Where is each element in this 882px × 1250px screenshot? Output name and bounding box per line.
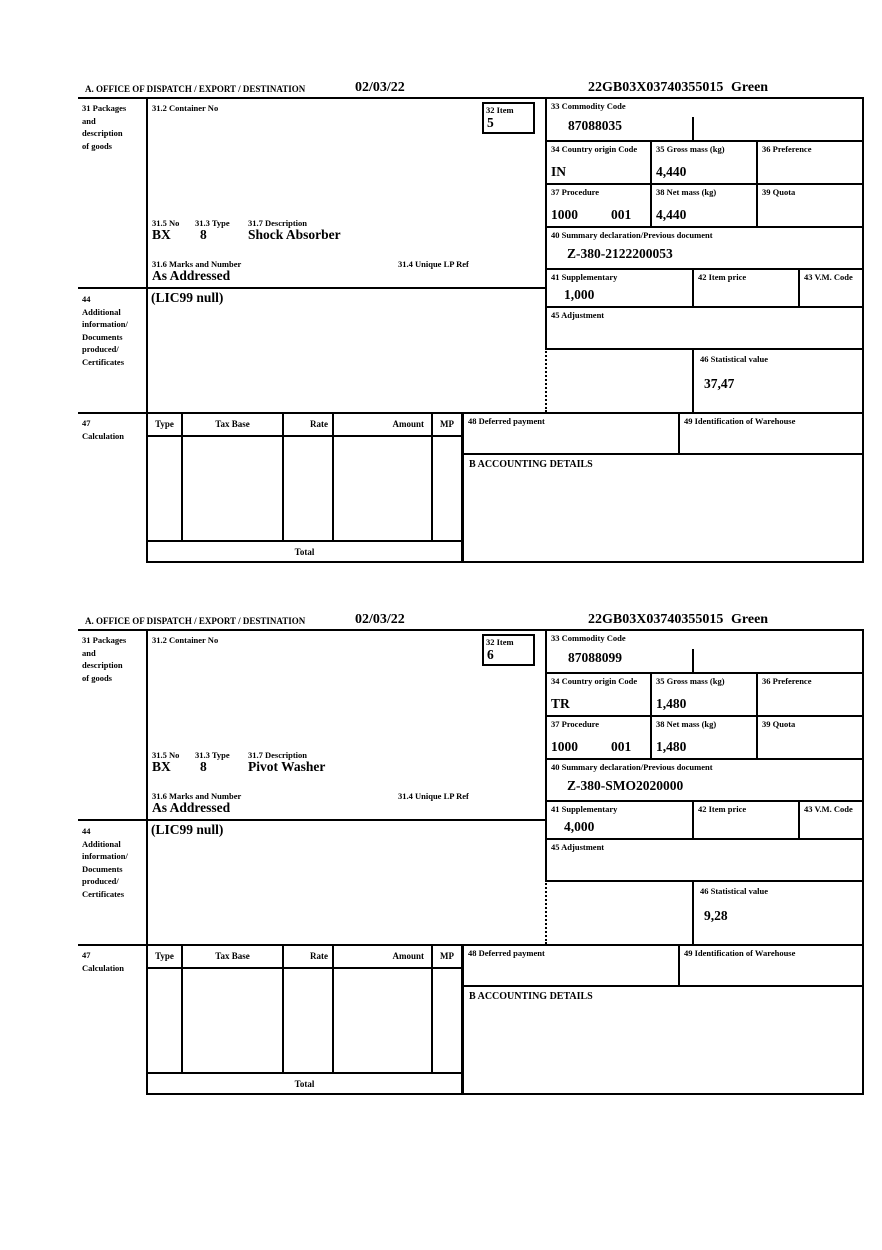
net-mass-value: 4,440 [656, 207, 687, 222]
item-price-label: 42 Item price [698, 272, 747, 282]
marks-label: 31.6 Marks and Number [152, 259, 242, 269]
summary-declaration-box [545, 758, 864, 802]
procedure-value-2: 001 [611, 207, 632, 222]
declaration-item-block [78, 612, 866, 1097]
calc-cell-mp [431, 435, 463, 542]
country-origin-box [545, 672, 652, 717]
accounting-details-label: B ACCOUNTING DETAILS [469, 459, 593, 470]
deferred-payment-box [462, 412, 680, 455]
quota-label: 39 Quota [762, 719, 796, 729]
quota-label: 39 Quota [762, 187, 796, 197]
box44-top-border [78, 287, 547, 289]
item-price-box [692, 268, 800, 308]
box31-label: 31 Packages and description of goods [82, 103, 127, 151]
procedure-value-2: 001 [611, 739, 632, 754]
declaration-date: 02/03/22 [355, 80, 405, 95]
net-mass-label: 38 Net mass (kg) [656, 719, 717, 729]
quota-box [756, 183, 864, 228]
calc-cell-type [146, 967, 183, 1074]
deferred-payment-label: 48 Deferred payment [468, 416, 545, 426]
net-mass-label: 38 Net mass (kg) [656, 187, 717, 197]
preference-label: 36 Preference [762, 144, 812, 154]
commodity-code-value: 87088035 [568, 118, 622, 133]
gross-mass-box [650, 140, 758, 185]
form-box [78, 629, 866, 1097]
preference-box [756, 672, 864, 717]
calc-cell-amount [332, 967, 433, 1074]
commodity-code-box [545, 629, 864, 674]
container-no-label: 31.2 Container No [152, 635, 219, 645]
quota-box [756, 715, 864, 760]
declaration-date: 02/03/22 [355, 612, 405, 627]
preference-box [756, 140, 864, 185]
pkg-description-value: Shock Absorber [248, 227, 341, 242]
calc-cell-amount [332, 435, 433, 542]
calc-cell-rate [282, 435, 334, 542]
additional-info-value: (LIC99 null) [151, 822, 224, 837]
statistical-value: 9,28 [704, 908, 728, 923]
adjustment-label: 45 Adjustment [551, 310, 605, 320]
adjustment-box [545, 306, 864, 350]
box47-label: 47 Calculation [82, 418, 125, 441]
item-price-box [692, 800, 800, 840]
item-number-value: 6 [487, 647, 494, 662]
item-number-label: 32 Item [486, 105, 514, 115]
gross-mass-label: 35 Gross mass (kg) [656, 144, 725, 154]
warehouse-box [678, 412, 864, 455]
declaration-reference: 22GB03X03740355015 [588, 80, 724, 95]
summary-declaration-value: Z-380-SMO2020000 [567, 778, 684, 793]
procedure-value-1: 1000 [551, 739, 578, 754]
calc-col-tax-base: Tax Base [181, 944, 284, 969]
vm-code-label: 43 V.M. Code [804, 804, 853, 814]
country-origin-box [545, 140, 652, 185]
calc-col-rate: Rate [282, 412, 334, 437]
routing-status: Green [731, 80, 769, 95]
box44-top-border [78, 819, 547, 821]
country-origin-label: 34 Country origin Code [551, 676, 638, 686]
calc-cell-mp [431, 967, 463, 1074]
pkg-type-value: 8 [200, 759, 207, 774]
item-number-value: 5 [487, 115, 494, 130]
calc-col-tax-base: Tax Base [181, 412, 284, 437]
commodity-code-divider [692, 117, 694, 140]
summary-declaration-label: 40 Summary declaration/Previous document [551, 762, 713, 772]
office-of-dispatch-label: A. OFFICE OF DISPATCH / EXPORT / DESTINATION [85, 84, 306, 94]
calc-col-mp: MP [431, 412, 463, 437]
accounting-details-box [462, 985, 864, 1095]
gross-mass-value: 1,480 [656, 696, 687, 711]
calc-cell-rate [282, 967, 334, 1074]
commodity-code-box [545, 97, 864, 142]
pkg-no-label: 31.5 No [152, 218, 180, 228]
marks-value: As Addressed [152, 800, 231, 815]
statistical-value-label: 46 Statistical value [700, 354, 768, 364]
adjustment-label: 45 Adjustment [551, 842, 605, 852]
warehouse-label: 49 Identification of Warehouse [684, 948, 796, 958]
gross-mass-label: 35 Gross mass (kg) [656, 676, 725, 686]
net-mass-box [650, 183, 758, 228]
pkg-type-label: 31.3 Type [195, 750, 230, 760]
preference-label: 36 Preference [762, 676, 812, 686]
statistical-value-box [692, 348, 864, 414]
calc-col-amount: Amount [332, 944, 433, 969]
item-number-box [482, 102, 535, 134]
gross-mass-value: 4,440 [656, 164, 687, 179]
summary-declaration-box [545, 226, 864, 270]
deferred-payment-box [462, 944, 680, 987]
box47-label: 47 Calculation [82, 950, 125, 973]
unique-lp-ref-label: 31.4 Unique LP Ref [398, 259, 469, 269]
accounting-details-label: B ACCOUNTING DETAILS [469, 991, 593, 1002]
country-origin-value: TR [551, 696, 570, 711]
unique-lp-ref-label: 31.4 Unique LP Ref [398, 791, 469, 801]
commodity-code-label: 33 Commodity Code [551, 633, 626, 643]
procedure-label: 37 Procedure [551, 719, 600, 729]
additional-info-value: (LIC99 null) [151, 290, 224, 305]
gross-mass-box [650, 672, 758, 717]
item-price-label: 42 Item price [698, 804, 747, 814]
pkg-description-value: Pivot Washer [248, 759, 326, 774]
container-no-label: 31.2 Container No [152, 103, 219, 113]
box31-label: 31 Packages and description of goods [82, 635, 127, 683]
calc-col-rate: Rate [282, 944, 334, 969]
procedure-value-1: 1000 [551, 207, 578, 222]
calc-col-type: Type [146, 944, 183, 969]
adjustment-box [545, 838, 864, 882]
marks-label: 31.6 Marks and Number [152, 791, 242, 801]
pkg-no-value: BX [152, 227, 171, 242]
deferred-payment-label: 48 Deferred payment [468, 948, 545, 958]
vm-code-box [798, 268, 864, 308]
supplementary-label: 41 Supplementary [551, 272, 618, 282]
procedure-label: 37 Procedure [551, 187, 600, 197]
procedure-box [545, 183, 652, 228]
calc-cell-tax-base [181, 435, 284, 542]
box44-label: 44 Additional information/ Documents produced/ Certificates [82, 826, 128, 899]
calc-col-type: Type [146, 412, 183, 437]
warehouse-box [678, 944, 864, 987]
supplementary-box [545, 800, 694, 840]
supplementary-value: 4,000 [564, 819, 595, 834]
calc-total-row: Total [146, 540, 463, 563]
warehouse-label: 49 Identification of Warehouse [684, 416, 796, 426]
pkg-no-label: 31.5 No [152, 750, 180, 760]
calc-cell-type [146, 435, 183, 542]
routing-status: Green [731, 612, 769, 627]
procedure-box [545, 715, 652, 760]
pkg-description-label: 31.7 Description [248, 750, 308, 760]
calc-total-row: Total [146, 1072, 463, 1095]
adjustment-dotted-area [545, 348, 694, 412]
supplementary-label: 41 Supplementary [551, 804, 618, 814]
declaration-item-block [78, 80, 866, 565]
country-origin-value: IN [551, 164, 567, 179]
calc-cell-tax-base [181, 967, 284, 1074]
declaration-reference: 22GB03X03740355015 [588, 612, 724, 627]
commodity-code-divider [692, 649, 694, 672]
office-of-dispatch-label: A. OFFICE OF DISPATCH / EXPORT / DESTINATION [85, 616, 306, 626]
accounting-details-box [462, 453, 864, 563]
statistical-value-label: 46 Statistical value [700, 886, 768, 896]
item-number-box [482, 634, 535, 666]
summary-declaration-value: Z-380-2122200053 [567, 246, 673, 261]
vm-code-box [798, 800, 864, 840]
pkg-type-value: 8 [200, 227, 207, 242]
item-number-label: 32 Item [486, 637, 514, 647]
statistical-value-box [692, 880, 864, 946]
calc-col-amount: Amount [332, 412, 433, 437]
commodity-code-label: 33 Commodity Code [551, 101, 626, 111]
vm-code-label: 43 V.M. Code [804, 272, 853, 282]
supplementary-value: 1,000 [564, 287, 595, 302]
calc-col-mp: MP [431, 944, 463, 969]
supplementary-box [545, 268, 694, 308]
net-mass-box [650, 715, 758, 760]
pkg-description-label: 31.7 Description [248, 218, 308, 228]
marks-value: As Addressed [152, 268, 231, 283]
commodity-code-value: 87088099 [568, 650, 622, 665]
pkg-no-value: BX [152, 759, 171, 774]
summary-declaration-label: 40 Summary declaration/Previous document [551, 230, 713, 240]
form-box [78, 97, 866, 565]
adjustment-dotted-area [545, 880, 694, 944]
net-mass-value: 1,480 [656, 739, 687, 754]
pkg-type-label: 31.3 Type [195, 218, 230, 228]
country-origin-label: 34 Country origin Code [551, 144, 638, 154]
statistical-value: 37,47 [704, 376, 735, 391]
box44-label: 44 Additional information/ Documents produced/ Certificates [82, 294, 128, 367]
